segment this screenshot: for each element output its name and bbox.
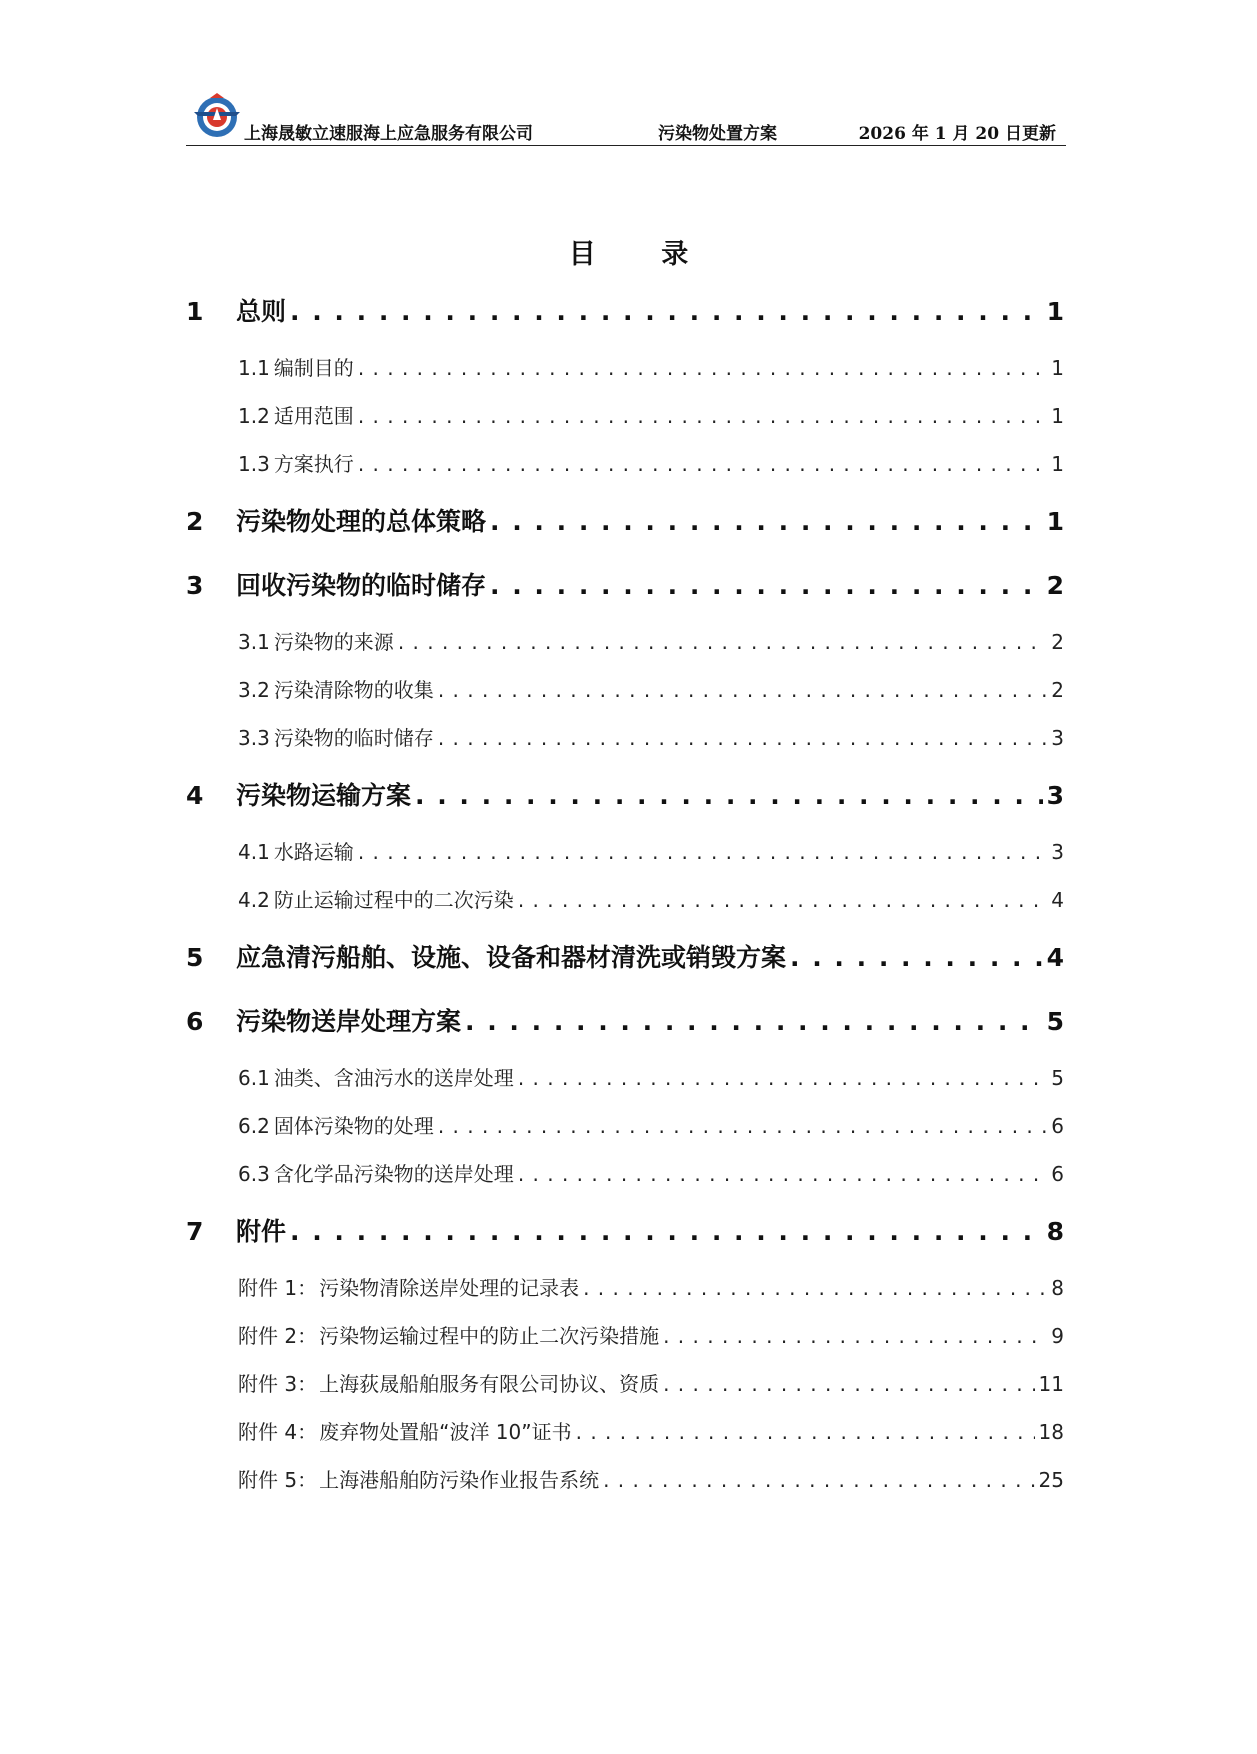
toc-entry-page: 25 (1038, 1468, 1064, 1492)
toc-entry-page: 4 (1051, 888, 1064, 912)
toc-entry-page: 1 (1051, 356, 1064, 380)
toc-entry-label: 污染物运输方案 (236, 781, 412, 810)
toc-entry-3-2[interactable]: 3.2 污染清除物的收集 . . . 2 (186, 674, 1064, 703)
header-divider (186, 145, 1066, 146)
toc-entry-page: 5 (1051, 1066, 1064, 1090)
toc-entry-4-2[interactable]: 4.2 防止运输过程中的二次污染 . . . 4 (186, 884, 1064, 913)
toc-entry-label: 编制目的 (273, 356, 354, 380)
toc-entry-6-3[interactable]: 6.3 含化学品污染物的送岸处理 . . . 6 (186, 1158, 1064, 1187)
toc-entry-page: 18 (1038, 1420, 1064, 1444)
header-date: 2026 年 1 月 20 日更新 (858, 124, 1056, 144)
toc-entry-label: 水路运输 (273, 840, 354, 864)
page-header (186, 86, 1066, 146)
toc-entry-1[interactable]: 1 总则 . . . 1 (186, 292, 1064, 328)
toc-entry-label: 上海荻晟船舶服务有限公司协议、资质 (319, 1372, 660, 1396)
toc-entry-label: 适用范围 (273, 404, 354, 428)
header-company: 上海晟敏立速服海上应急服务有限公司 (244, 124, 533, 144)
toc-entry-label: 污染物运输过程中的防止二次污染措施 (319, 1324, 660, 1348)
toc-entry-4[interactable]: 4 污染物运输方案 . . . 3 (186, 776, 1064, 812)
toc-entry-label: 污染清除物的收集 (273, 678, 434, 702)
toc-entry-label: 污染物送岸处理方案 (236, 1007, 462, 1036)
toc-entry-page: 1 (1051, 404, 1064, 428)
toc-entry-label: 油类、含油污水的送岸处理 (273, 1066, 514, 1090)
toc-entry-3[interactable]: 3 回收污染物的临时储存 . . . 2 (186, 566, 1064, 602)
toc-entry-7[interactable]: 7 附件 . . . 8 (186, 1212, 1064, 1248)
toc-entry-label: 污染物的来源 (273, 630, 394, 654)
toc-entry-label: 污染物的临时储存 (273, 726, 434, 750)
toc-entry-appendix-4[interactable]: 附件 4： 废弃物处置船“波洋 10”证书 . . . 18 (186, 1416, 1064, 1445)
toc-entry-1-1[interactable]: 1.1 编制目的 . . . 1 (186, 352, 1064, 381)
toc-entry-label: 应急清污船舶、设施、设备和器材清洗或销毁方案 (236, 943, 787, 972)
toc-entry-page: 6 (1051, 1162, 1064, 1186)
company-logo-icon (192, 90, 242, 140)
toc-entry-page: 3 (1051, 726, 1064, 750)
toc-entry-2[interactable]: 2 污染物处理的总体策略 . . . 1 (186, 502, 1064, 538)
toc-entry-appendix-5[interactable]: 附件 5： 上海港船舶防污染作业报告系统 . . . 25 (186, 1464, 1064, 1493)
toc-title: 目 录 (568, 239, 717, 270)
header-document-title: 污染物处置方案 (658, 124, 777, 144)
toc-entry-1-2[interactable]: 1.2 适用范围 . . . 1 (186, 400, 1064, 429)
toc-entry-4-1[interactable]: 4.1 水路运输 . . . 3 (186, 836, 1064, 865)
toc-entry-1-3[interactable]: 1.3 方案执行 . . . 1 (186, 448, 1064, 477)
toc-entry-page: 8 (1051, 1276, 1064, 1300)
toc-entry-3-1[interactable]: 3.1 污染物的来源 . . . 2 (186, 626, 1064, 655)
toc-entry-6[interactable]: 6 污染物送岸处理方案 . . . 5 (186, 1002, 1064, 1038)
toc-entry-page: 1 (1046, 297, 1064, 326)
toc-entry-label: 污染物清除送岸处理的记录表 (319, 1276, 580, 1300)
toc-entry-label: 总则 (236, 297, 287, 326)
toc-entry-label: 附件 (236, 1217, 287, 1246)
toc-entry-label: 含化学品污染物的送岸处理 (273, 1162, 514, 1186)
toc-entry-label: 回收污染物的临时储存 (236, 571, 487, 600)
toc-entry-page: 1 (1051, 452, 1064, 476)
toc-entry-page: 11 (1038, 1372, 1064, 1396)
toc-entry-label: 方案执行 (273, 452, 354, 476)
toc-entry-page: 3 (1046, 781, 1064, 810)
toc-entry-page: 2 (1051, 630, 1064, 654)
toc-entry-label: 固体污染物的处理 (273, 1114, 434, 1138)
toc-entry-page: 2 (1051, 678, 1064, 702)
toc-entry-page: 3 (1051, 840, 1064, 864)
toc-entry-page: 2 (1046, 571, 1064, 600)
toc-entry-6-1[interactable]: 6.1 油类、含油污水的送岸处理 . . . 5 (186, 1062, 1064, 1091)
toc-entry-3-3[interactable]: 3.3 污染物的临时储存 . . . 3 (186, 722, 1064, 751)
toc-entry-label: 上海港船舶防污染作业报告系统 (319, 1468, 600, 1492)
toc-entry-appendix-1[interactable]: 附件 1： 污染物清除送岸处理的记录表 . . . 8 (186, 1272, 1064, 1301)
toc-entry-appendix-2[interactable]: 附件 2： 污染物运输过程中的防止二次污染措施 . . . 9 (186, 1320, 1064, 1349)
toc-entry-label: 防止运输过程中的二次污染 (273, 888, 514, 912)
toc-entry-label: 废弃物处置船“波洋 10”证书 (319, 1420, 572, 1444)
toc-entry-page: 8 (1046, 1217, 1064, 1246)
toc-entry-label: 污染物处理的总体策略 (236, 507, 487, 536)
toc-entry-page: 6 (1051, 1114, 1064, 1138)
toc-entry-5[interactable]: 5 应急清污船舶、设施、设备和器材清洗或销毁方案 . . . 4 (186, 938, 1064, 974)
toc-entry-page: 9 (1051, 1324, 1064, 1348)
toc-entry-page: 1 (1046, 507, 1064, 536)
toc-entry-page: 5 (1046, 1007, 1064, 1036)
toc-entry-appendix-3[interactable]: 附件 3： 上海荻晟船舶服务有限公司协议、资质 . . . 11 (186, 1368, 1064, 1397)
toc-entry-6-2[interactable]: 6.2 固体污染物的处理 . . . 6 (186, 1110, 1064, 1139)
toc-entry-page: 4 (1046, 943, 1064, 972)
